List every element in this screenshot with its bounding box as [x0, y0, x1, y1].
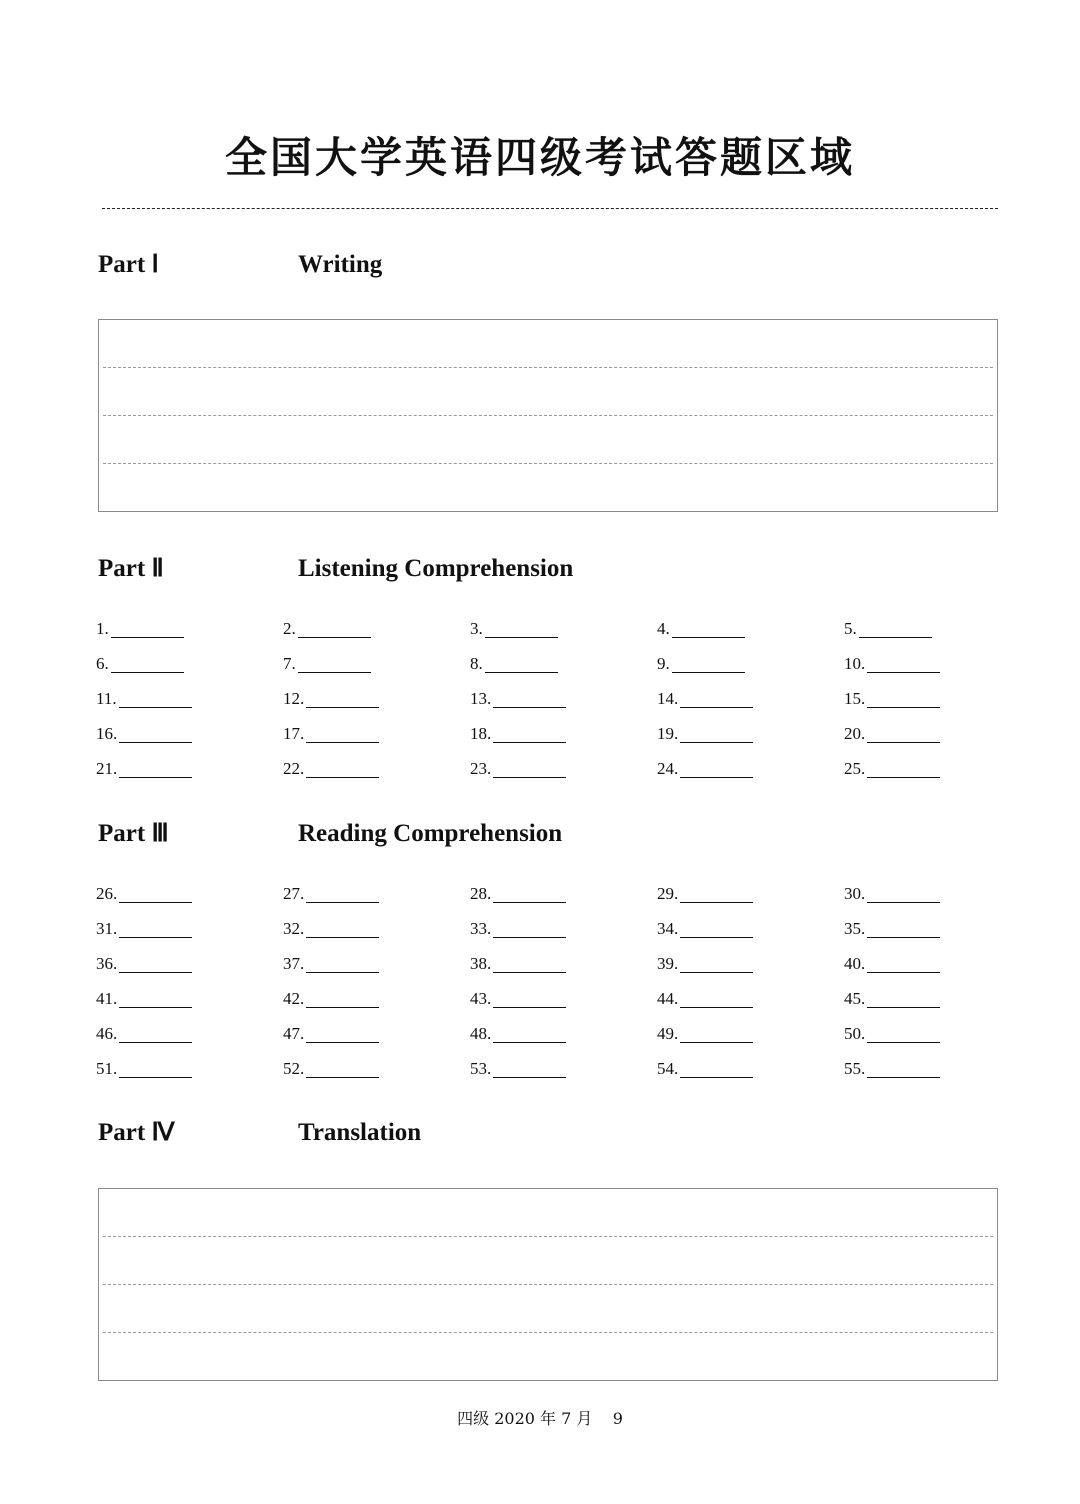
question-number: 29.: [657, 884, 679, 903]
question-number: 45.: [844, 989, 866, 1008]
question-number: 20.: [844, 724, 866, 743]
answer-item: [470, 1058, 657, 1080]
answer-blank[interactable]: [306, 1042, 379, 1043]
answer-item: [283, 883, 470, 905]
answer-blank[interactable]: [493, 707, 566, 708]
answer-item: [657, 1023, 844, 1045]
answer-blank[interactable]: [867, 972, 940, 973]
answer-blank[interactable]: [680, 707, 753, 708]
question-number: 23.: [470, 759, 492, 778]
answer-blank[interactable]: [867, 937, 940, 938]
answer-item: [470, 653, 657, 675]
answer-item: [470, 688, 657, 710]
question-number: 44.: [657, 989, 679, 1008]
question-number: 50.: [844, 1024, 866, 1043]
answer-item: [283, 758, 470, 780]
question-number: 43.: [470, 989, 492, 1008]
answer-item: [657, 688, 844, 710]
translation-line: [103, 1236, 993, 1237]
translation-answer-area[interactable]: [98, 1188, 998, 1381]
question-number: 9.: [657, 654, 670, 673]
question-number: 26.: [96, 884, 118, 903]
answer-blank[interactable]: [119, 777, 192, 778]
question-number: 3.: [470, 619, 483, 638]
part-3-label: Part Ⅲ: [98, 820, 169, 847]
answer-item: [283, 618, 470, 640]
answer-item: [96, 618, 283, 640]
answer-blank[interactable]: [867, 777, 940, 778]
answer-blank[interactable]: [672, 672, 745, 673]
answer-blank[interactable]: [119, 937, 192, 938]
answer-blank[interactable]: [493, 1007, 566, 1008]
question-number: 11.: [96, 689, 117, 708]
question-number: 12.: [283, 689, 305, 708]
answer-blank[interactable]: [306, 1077, 379, 1078]
title-divider: [102, 208, 998, 209]
answer-blank[interactable]: [680, 937, 753, 938]
answer-item: [96, 1058, 283, 1080]
answer-blank[interactable]: [867, 1007, 940, 1008]
answer-blank[interactable]: [306, 972, 379, 973]
part-1-label: Part Ⅰ: [98, 251, 159, 278]
answer-blank[interactable]: [306, 777, 379, 778]
answer-item: [283, 1058, 470, 1080]
answer-item: [96, 883, 283, 905]
question-number: 31.: [96, 919, 118, 938]
writing-answer-area[interactable]: [98, 319, 998, 512]
answer-item: [470, 883, 657, 905]
answer-blank[interactable]: [119, 972, 192, 973]
answer-blank[interactable]: [867, 742, 940, 743]
answer-item: [96, 758, 283, 780]
question-number: 17.: [283, 724, 305, 743]
question-number: 46.: [96, 1024, 118, 1043]
answer-item: [283, 988, 470, 1010]
answer-blank[interactable]: [493, 972, 566, 973]
translation-line: [103, 1284, 993, 1285]
answer-item: [470, 1023, 657, 1045]
answer-blank[interactable]: [485, 637, 558, 638]
answer-item: [657, 653, 844, 675]
question-number: 21.: [96, 759, 118, 778]
part-4-name: Translation: [298, 1119, 422, 1146]
question-number: 28.: [470, 884, 492, 903]
answer-blank[interactable]: [306, 1007, 379, 1008]
answer-blank[interactable]: [493, 937, 566, 938]
question-number: 15.: [844, 689, 866, 708]
answer-blank[interactable]: [119, 1042, 192, 1043]
answer-blank[interactable]: [493, 1077, 566, 1078]
answer-item: [844, 688, 1031, 710]
question-number: 16.: [96, 724, 118, 743]
answer-blank[interactable]: [493, 902, 566, 903]
answer-blank[interactable]: [867, 1042, 940, 1043]
answer-blank[interactable]: [111, 672, 184, 673]
answer-blank[interactable]: [680, 1042, 753, 1043]
answer-item: [844, 883, 1031, 905]
answer-item: [657, 918, 844, 940]
answer-item: [283, 918, 470, 940]
answer-blank[interactable]: [680, 972, 753, 973]
answer-item: [96, 653, 283, 675]
question-number: 42.: [283, 989, 305, 1008]
question-number: 52.: [283, 1059, 305, 1078]
question-number: 25.: [844, 759, 866, 778]
answer-blank[interactable]: [867, 707, 940, 708]
question-number: 53.: [470, 1059, 492, 1078]
question-number: 2.: [283, 619, 296, 638]
answer-item: [470, 723, 657, 745]
answer-item: [844, 953, 1031, 975]
answer-item: [844, 988, 1031, 1010]
answer-item: [657, 618, 844, 640]
question-number: 8.: [470, 654, 483, 673]
answer-item: [844, 653, 1031, 675]
question-number: 37.: [283, 954, 305, 973]
answer-blank[interactable]: [119, 1007, 192, 1008]
answer-item: [844, 918, 1031, 940]
page-footer: [0, 1408, 1080, 1430]
answer-item: [96, 688, 283, 710]
answer-item: [470, 918, 657, 940]
answer-blank[interactable]: [119, 742, 192, 743]
question-number: 49.: [657, 1024, 679, 1043]
answer-blank[interactable]: [306, 902, 379, 903]
answer-item: [657, 758, 844, 780]
question-number: 36.: [96, 954, 118, 973]
answer-item: [844, 618, 1031, 640]
part-1-name: Writing: [298, 251, 383, 278]
answer-blank[interactable]: [867, 1077, 940, 1078]
question-number: 34.: [657, 919, 679, 938]
answer-blank[interactable]: [680, 1007, 753, 1008]
answer-blank[interactable]: [867, 672, 940, 673]
answer-item: [657, 723, 844, 745]
answer-blank[interactable]: [306, 742, 379, 743]
question-number: 24.: [657, 759, 679, 778]
answer-item: [283, 653, 470, 675]
answer-item: [96, 918, 283, 940]
translation-line: [103, 1332, 993, 1333]
answer-blank[interactable]: [119, 707, 192, 708]
answer-item: [844, 1023, 1031, 1045]
answer-item: [470, 618, 657, 640]
answer-blank[interactable]: [111, 637, 184, 638]
part-2-label: Part Ⅱ: [98, 555, 164, 582]
question-number: 6.: [96, 654, 109, 673]
answer-item: [283, 1023, 470, 1045]
part-4-label: Part Ⅳ: [98, 1119, 175, 1146]
writing-line: [103, 367, 993, 368]
answer-item: [96, 1023, 283, 1045]
answer-blank[interactable]: [859, 637, 932, 638]
question-number: 41.: [96, 989, 118, 1008]
answer-item: [657, 1058, 844, 1080]
question-number: 35.: [844, 919, 866, 938]
question-number: 38.: [470, 954, 492, 973]
writing-line: [103, 463, 993, 464]
answer-item: [470, 953, 657, 975]
question-number: 40.: [844, 954, 866, 973]
answer-item: [844, 1058, 1031, 1080]
listening-answer-grid: [96, 618, 1056, 793]
question-number: 51.: [96, 1059, 118, 1078]
question-number: 7.: [283, 654, 296, 673]
answer-item: [844, 723, 1031, 745]
part-2-name: Listening Comprehension: [298, 555, 574, 582]
answer-blank[interactable]: [867, 902, 940, 903]
answer-blank[interactable]: [485, 672, 558, 673]
part-3-name: Reading Comprehension: [298, 820, 563, 847]
answer-item: [470, 758, 657, 780]
answer-item: [283, 723, 470, 745]
page-title: 全国大学英语四级考试答题区域: [224, 133, 855, 182]
question-number: 4.: [657, 619, 670, 638]
answer-blank[interactable]: [680, 777, 753, 778]
question-number: 47.: [283, 1024, 305, 1043]
question-number: 10.: [844, 654, 866, 673]
answer-blank[interactable]: [493, 777, 566, 778]
footer-date: 2020 年 7 月: [494, 1409, 593, 1428]
answer-item: [96, 953, 283, 975]
reading-answer-grid: [96, 883, 1056, 1093]
question-number: 27.: [283, 884, 305, 903]
answer-blank[interactable]: [119, 902, 192, 903]
answer-blank[interactable]: [680, 902, 753, 903]
answer-item: [844, 758, 1031, 780]
answer-item: [657, 883, 844, 905]
question-number: 13.: [470, 689, 492, 708]
answer-item: [283, 688, 470, 710]
answer-blank[interactable]: [680, 742, 753, 743]
question-number: 1.: [96, 619, 109, 638]
answer-blank[interactable]: [493, 1042, 566, 1043]
writing-line: [103, 415, 993, 416]
question-number: 30.: [844, 884, 866, 903]
answer-blank[interactable]: [306, 707, 379, 708]
footer-page-number: 9: [612, 1409, 623, 1428]
answer-item: [470, 988, 657, 1010]
question-number: 48.: [470, 1024, 492, 1043]
answer-item: [657, 953, 844, 975]
answer-blank[interactable]: [298, 637, 371, 638]
answer-item: [96, 723, 283, 745]
question-number: 5.: [844, 619, 857, 638]
question-number: 55.: [844, 1059, 866, 1078]
question-number: 18.: [470, 724, 492, 743]
question-number: 54.: [657, 1059, 679, 1078]
question-number: 14.: [657, 689, 679, 708]
answer-blank[interactable]: [298, 672, 371, 673]
answer-item: [283, 953, 470, 975]
question-number: 32.: [283, 919, 305, 938]
answer-item: [657, 988, 844, 1010]
answer-blank[interactable]: [680, 1077, 753, 1078]
question-number: 22.: [283, 759, 305, 778]
question-number: 39.: [657, 954, 679, 973]
answer-blank[interactable]: [119, 1077, 192, 1078]
footer-exam: 四级: [457, 1409, 490, 1428]
answer-blank[interactable]: [672, 637, 745, 638]
answer-item: [96, 988, 283, 1010]
question-number: 19.: [657, 724, 679, 743]
answer-blank[interactable]: [493, 742, 566, 743]
answer-blank[interactable]: [306, 937, 379, 938]
question-number: 33.: [470, 919, 492, 938]
